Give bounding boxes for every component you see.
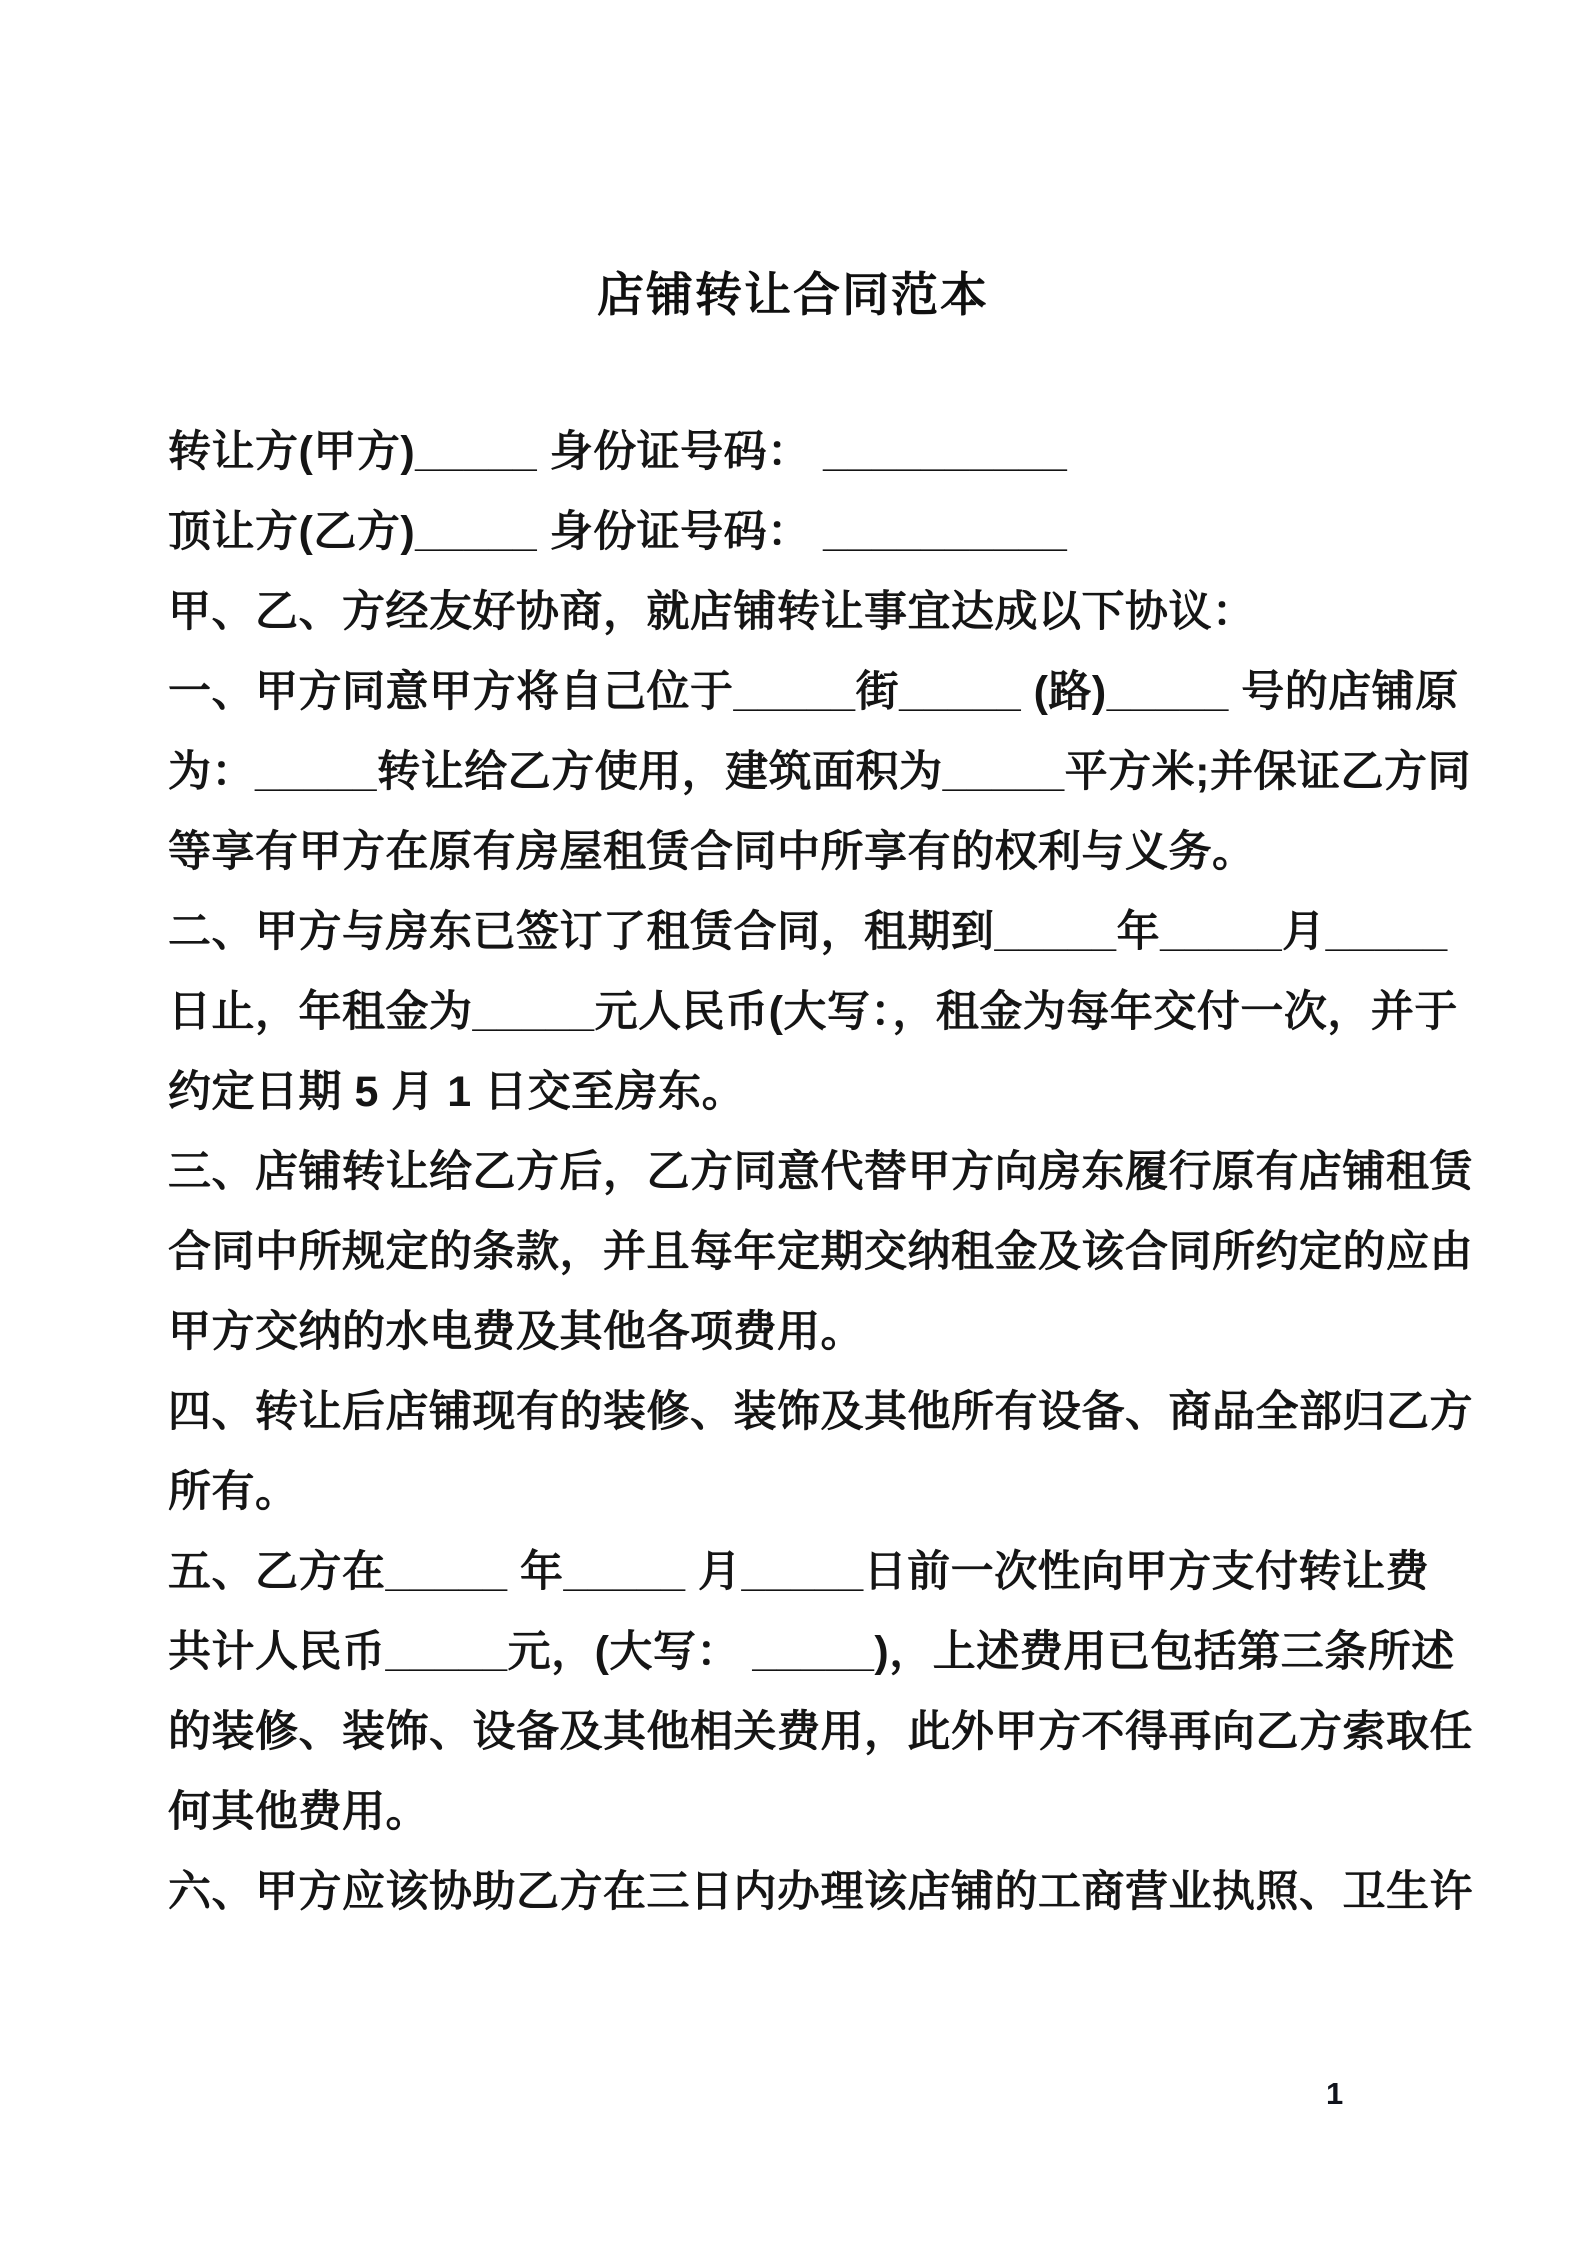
contract-line-clause3-3: 甲方交纳的水电费及其他各项费用。 [168, 1308, 864, 1356]
contract-line-clause1-1: 一、甲方同意甲方将自己位于_____街_____ (路)_____ 号的店铺原 [168, 668, 1459, 716]
contract-line-clause4-2: 所有。 [168, 1468, 299, 1516]
contract-line-clause1-2: 为：_____转让给乙方使用，建筑面积为_____平方米;并保证乙方同 [168, 748, 1471, 796]
contract-body [168, 412, 1473, 1932]
contract-line-clause5-1: 五、乙方在_____ 年_____ 月_____日前一次性向甲方支付转让费 [168, 1548, 1430, 1596]
page-number: 1 [1326, 2076, 1344, 2111]
contract-line-clause5-4: 何其他费用。 [168, 1788, 429, 1836]
contract-line-clause4-1: 四、转让后店铺现有的装修、装饰及其他所有设备、商品全部归乙方 [168, 1388, 1473, 1436]
contract-line-clause3-1: 三、店铺转让给乙方后，乙方同意代替甲方向房东履行原有店铺租赁 [168, 1148, 1473, 1196]
contract-line-clause1-3: 等享有甲方在原有房屋租赁合同中所享有的权利与义务。 [168, 828, 1256, 876]
document-title: 店铺转让合同范本 [597, 268, 989, 321]
contract-line-clause6-1: 六、甲方应该协助乙方在三日内办理该店铺的工商营业执照、卫生许 [168, 1868, 1473, 1916]
contract-line-clause2-2: 日止，年租金为_____元人民币(大写：，租金为每年交付一次，并于 [168, 988, 1458, 1036]
contract-line-clause2-1: 二、甲方与房东已签订了租赁合同，租期到_____年_____月_____ [168, 908, 1448, 956]
contract-line-clause2-3: 约定日期 5 月 1 日交至房东。 [168, 1068, 746, 1116]
contract-line-party-a: 转让方(甲方)_____ 身份证号码： __________ [168, 428, 1068, 476]
contract-line-party-b: 顶让方(乙方)_____ 身份证号码： __________ [168, 508, 1068, 556]
contract-line-clause3-2: 合同中所规定的条款，并且每年定期交纳租金及该合同所约定的应由 [168, 1228, 1473, 1276]
contract-line-preamble: 甲、乙、方经友好协商，就店铺转让事宜达成以下协议： [168, 588, 1256, 636]
contract-line-clause5-2: 共计人民币_____元，(大写： _____)，上述费用已包括第三条所述 [168, 1628, 1455, 1676]
contract-line-clause5-3: 的装修、装饰、设备及其他相关费用，此外甲方不得再向乙方索取任 [168, 1708, 1473, 1756]
